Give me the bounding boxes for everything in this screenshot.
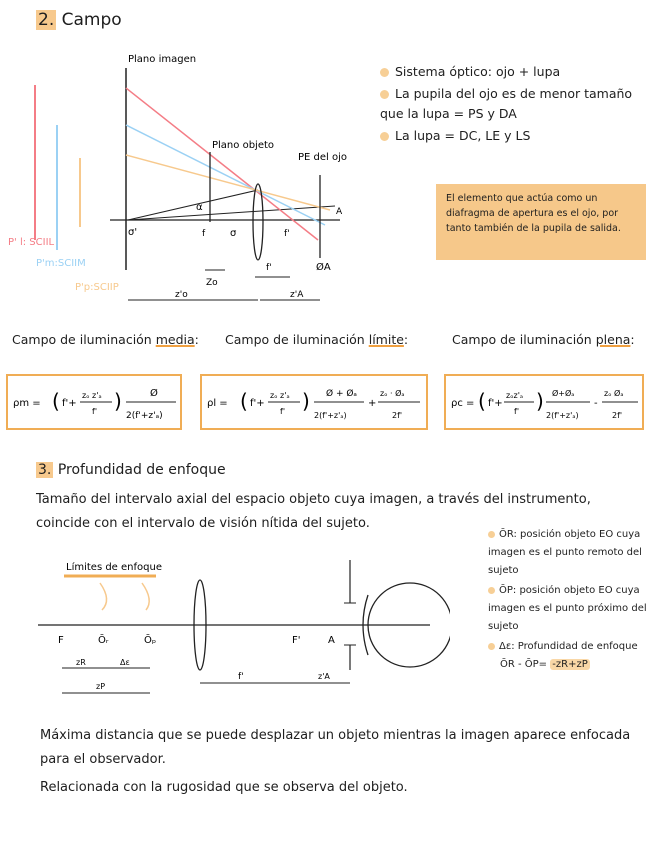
formula-box-plena (444, 374, 644, 430)
svg-text:f': f' (280, 407, 286, 416)
svg-text:2f': 2f' (612, 411, 623, 420)
section-2-title (36, 10, 122, 30)
svg-text:f': f' (92, 407, 98, 416)
legend-m: P'm:SCIIM (36, 258, 86, 269)
svg-text:ρm =: ρm = (13, 398, 41, 409)
svg-text:f': f' (238, 672, 244, 682)
definition-or: ŌR: posición objeto EO cuya imagen es el punto remoto del sujeto (488, 529, 642, 576)
svg-text:ρl =: ρl = (207, 398, 228, 409)
svg-text:(: ( (52, 389, 60, 413)
legend-li: P' l: SCIIL (8, 237, 55, 248)
section-3-para2: Relacionada con la rugosidad que se observa del objeto. (40, 780, 408, 795)
note-box (436, 184, 646, 260)
svg-text:zₒ z'ₐ: zₒ z'ₐ (270, 391, 290, 400)
section-2-title-text: Campo (61, 10, 122, 30)
formula-box-media (6, 374, 182, 430)
svg-text:(: ( (240, 389, 248, 413)
section-3-intro: Tamaño del intervalo axial del espacio objeto cuya imagen, a través del instrumento, coincide con el intervalo de visión nítida del sujeto. (36, 492, 591, 531)
field-diagram (0, 40, 370, 310)
svg-text:(: ( (478, 389, 486, 413)
lens-shape (253, 184, 263, 260)
bullet-item: La pupila del ojo es de menor tamaño que la lupa = PS y DA (380, 86, 633, 121)
svg-text:f'+: f'+ (250, 398, 265, 409)
svg-text:zₒz'ₐ: zₒz'ₐ (506, 391, 524, 400)
definition-delta: Δε: Profundidad de enfoque (488, 638, 648, 656)
depth-diagram (30, 555, 450, 705)
formula-box-limite (200, 374, 428, 430)
svg-text:2f': 2f' (392, 411, 403, 420)
svg-text:+: + (368, 398, 377, 409)
svg-text:Ø + Øₐ: Ø + Øₐ (326, 389, 357, 399)
pe-ojo-label: PE del ojo (298, 152, 347, 163)
svg-text:ØA: ØA (316, 262, 331, 273)
campo-media-heading: Campo de iluminación media: (12, 332, 199, 347)
campo-plena-heading: Campo de iluminación plena: (452, 332, 635, 347)
svg-text:f'+: f'+ (62, 398, 77, 409)
svg-text:-: - (594, 398, 598, 409)
ray-orange (126, 155, 330, 210)
svg-text:A: A (328, 635, 335, 646)
svg-text:z'o: z'o (175, 290, 188, 300)
note-text: El elemento que actúa como un diafragma de apertura es el ojo, por tanto también de la pupila de salida. (446, 193, 621, 234)
svg-text:zP: zP (96, 682, 106, 691)
legend-p: P'p:SCIIP (75, 282, 119, 293)
section-2-bullets (380, 62, 652, 146)
plano-objeto-label: Plano objeto (212, 140, 275, 151)
svg-text:): ) (536, 389, 544, 413)
ray-red (126, 88, 318, 240)
svg-text:zₒ · Øₐ: zₒ · Øₐ (380, 389, 405, 398)
limites-label: Límites de enfoque (66, 562, 162, 573)
sigma-prime-label: σ' (128, 227, 138, 238)
svg-text:A: A (336, 207, 343, 217)
section-3-title-text: Profundidad de enfoque (57, 462, 226, 478)
svg-text:zₒ z'ₐ: zₒ z'ₐ (82, 391, 102, 400)
svg-text:Ø: Ø (150, 388, 158, 399)
svg-text:z'A: z'A (290, 290, 304, 300)
svg-text:f'+: f'+ (488, 398, 503, 409)
svg-text:zₒ Øₐ: zₒ Øₐ (604, 389, 624, 398)
plano-imagen-label: Plano imagen (128, 54, 197, 65)
svg-text:Δε: Δε (120, 658, 130, 667)
svg-text:Zo: Zo (206, 278, 218, 288)
bullet-item: Sistema óptico: ojo + lupa (380, 62, 652, 82)
svg-text:z'A: z'A (318, 672, 330, 681)
section-3-number: 3. (38, 462, 52, 478)
svg-text:2(f'+z'ₐ): 2(f'+z'ₐ) (126, 411, 163, 421)
svg-text:Ōₚ: Ōₚ (144, 635, 157, 646)
svg-text:): ) (302, 389, 310, 413)
campo-limite-heading: Campo de iluminación límite: (225, 332, 409, 347)
svg-text:f': f' (284, 229, 290, 239)
svg-text:α: α (196, 202, 203, 213)
svg-text:Ōᵣ: Ōᵣ (98, 635, 109, 646)
formula-line: ŌR - ŌP= -zR+zP (500, 659, 588, 670)
svg-text:zR: zR (76, 658, 86, 667)
svg-text:f': f' (514, 407, 520, 416)
svg-text:2(f'+z'ₐ): 2(f'+z'ₐ) (546, 411, 579, 420)
svg-text:Ø+Øₐ: Ø+Øₐ (552, 389, 575, 398)
svg-text:): ) (114, 389, 122, 413)
svg-text:2(f'+z'ₐ): 2(f'+z'ₐ) (314, 411, 347, 420)
definition-op: ŌP: posición objeto EO cuya imagen es el punto próximo del sujeto (488, 585, 647, 632)
section-3-title (36, 462, 226, 478)
svg-text:ρc =: ρc = (451, 398, 475, 409)
section-3-bullets (488, 526, 648, 674)
svg-text:F: F (58, 635, 64, 646)
section-3-para1: Máxima distancia que se puede desplazar un objeto mientras la imagen aparece enfocada para el observador. (40, 728, 631, 767)
section-2-number: 2. (38, 10, 55, 30)
svg-text:σ: σ (230, 228, 237, 239)
bullet-item: La lupa = DC, LE y LS (380, 126, 652, 146)
svg-text:f': f' (266, 263, 272, 273)
svg-text:f: f (202, 229, 206, 239)
svg-text:F': F' (292, 635, 301, 646)
